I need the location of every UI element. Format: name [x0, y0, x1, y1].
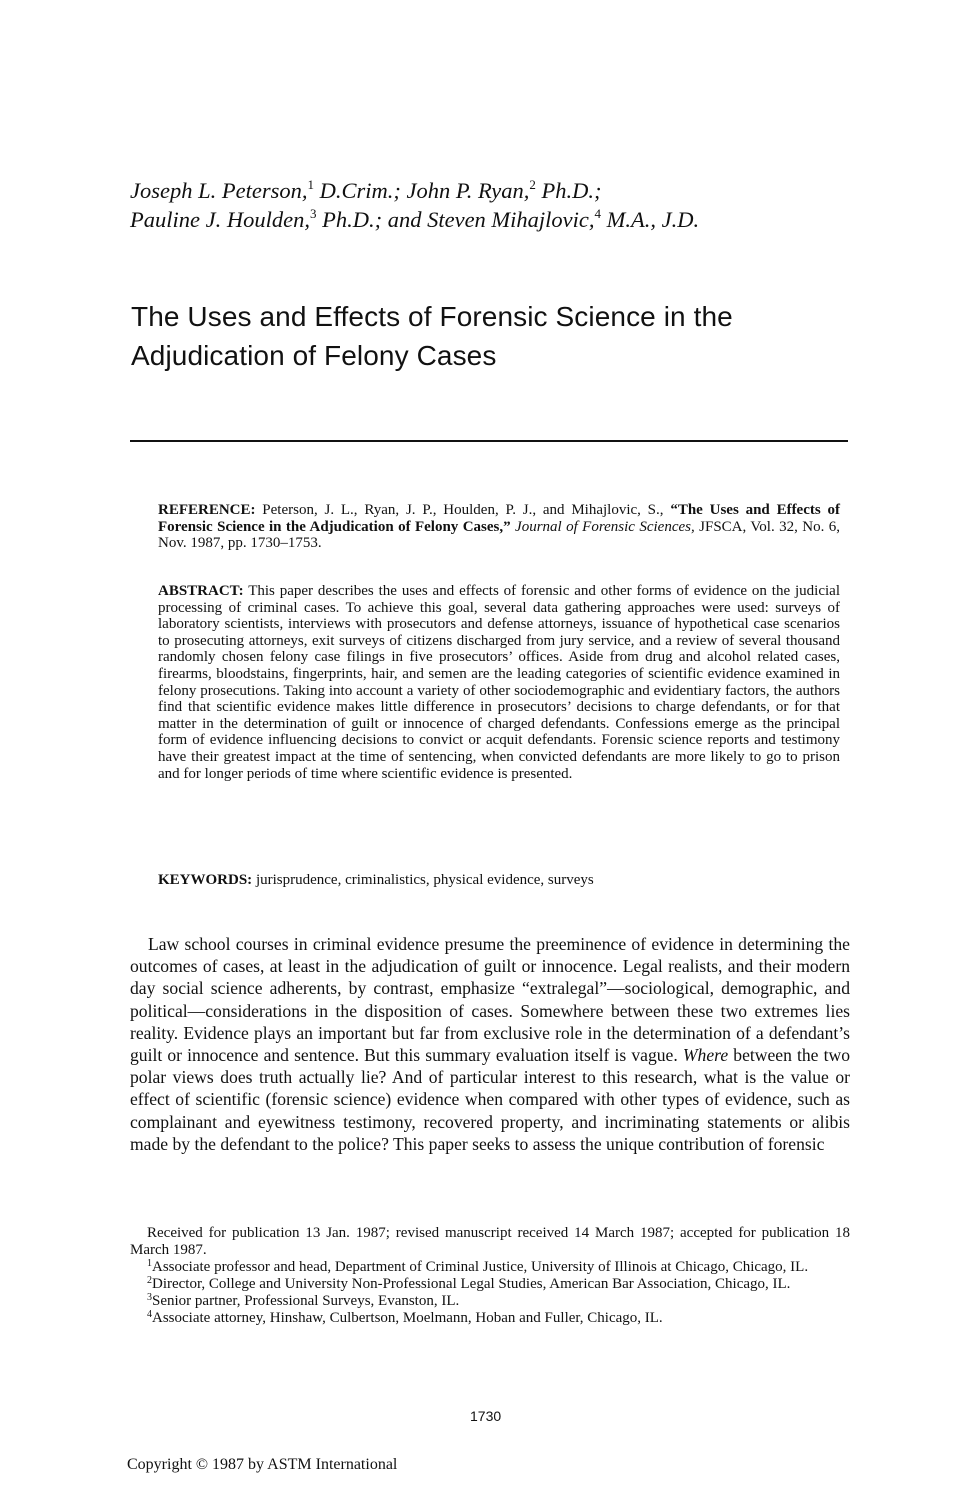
keywords-block: [158, 872, 840, 889]
body-paragraph: [130, 933, 850, 1155]
paper-title: [131, 297, 871, 375]
author-line-1: [130, 176, 890, 205]
title-line-2: Adjudication of Felony Cases: [131, 340, 497, 371]
footnote-1: [130, 1259, 850, 1276]
copyright-notice: Copyright © 1987 by ASTM International: [127, 1456, 398, 1473]
abstract-label: ABSTRACT:: [158, 583, 244, 599]
reference-title: “The Uses and Effects of Forensic Science in the Adjudication of Felony Cases,”: [158, 502, 840, 535]
footnote-marker: 2: [529, 177, 536, 192]
title-line-1: The Uses and Effects of Forensic Science in the: [131, 301, 733, 332]
reference-label: REFERENCE:: [158, 502, 256, 518]
page-number: 1730: [470, 1408, 502, 1424]
keywords-text: jurisprudence, criminalistics, physical evidence, surveys: [252, 872, 594, 888]
footnote-number: 1: [147, 1258, 152, 1269]
author-name: Pauline J. Houlden,: [130, 207, 310, 232]
author-name: John P. Ryan,: [406, 178, 530, 203]
author-name: Joseph L. Peterson,: [130, 178, 308, 203]
footnote-text: Associate attorney, Hinshaw, Culbertson, Moelmann, Hoban and Fuller, Chicago, IL.: [152, 1310, 663, 1326]
reference-journal: Journal of Forensic Sciences,: [510, 518, 695, 535]
body-emphasis: Where: [682, 1045, 729, 1066]
title-divider: [130, 440, 848, 442]
footnote-2: [130, 1276, 850, 1293]
reference-authors: Peterson, J. L., Ryan, J. P., Houlden, P. J., and Mihajlovic, S.,: [255, 502, 671, 518]
keywords-label: KEYWORDS:: [158, 872, 253, 888]
footnote-text: Director, College and University Non-Professional Legal Studies, American Bar Association, Chicago, IL.: [152, 1276, 791, 1292]
body-text-part-2: between the two polar views does truth actually lie? And of particular interest to this research, what is the value or effect of scientific (forensic science) evidence when compared with other types of evidence, such as complainant and eyewitness testimony, recovered property, and incriminating statements or alibis made by the defendant to the police? This paper seeks to assess the unique contribution of forensic: [130, 1045, 850, 1154]
footnote-number: 3: [147, 1292, 152, 1303]
author-degree: M.A., J.D.: [601, 207, 700, 232]
footnote-text: Associate professor and head, Department of Criminal Justice, University of Illinois at Chicago, Chicago, IL.: [152, 1259, 809, 1275]
abstract-block: [158, 583, 840, 782]
footnote-marker: 3: [309, 206, 317, 221]
footnote-3: [130, 1293, 850, 1310]
footnote-text: Senior partner, Professional Surveys, Evanston, IL.: [152, 1293, 460, 1309]
author-degree: Ph.D.;: [535, 178, 602, 203]
footnote-marker: 1: [307, 177, 314, 192]
author-degree: Ph.D.; and: [316, 207, 428, 232]
footnote-number: 2: [147, 1275, 152, 1286]
author-name: Steven Mihajlovic,: [427, 207, 595, 232]
received-note: Received for publication 13 Jan. 1987; revised manuscript received 14 March 1987; accepted for publication 18 March 1987.: [130, 1225, 850, 1258]
body-text-part-1: Law school courses in criminal evidence presume the preeminence of evidence in determining the outcomes of cases, at least in the adjudication of guilt or innocence. Legal realists, and their modern day social science adherents, by contrast, emphasize “extralegal”—sociological, demographic, and political—considerations in the disposition of cases. Somewhere between these two extremes lies reality. Evidence plays an important but far from exclusive role in the determination of a defendant’s guilt or innocence and sentence. But this summary evaluation itself is vague.: [130, 934, 850, 1066]
author-degree: D.Crim.;: [313, 178, 407, 203]
footnote-4: [130, 1310, 850, 1327]
reference-details: JFSCA, Vol. 32, No. 6, Nov. 1987, pp. 1730–1753.: [158, 518, 841, 551]
reference-block: [158, 502, 840, 552]
abstract-text: This paper describes the uses and effects of forensic and other forms of evidence on the judicial processing of criminal cases. To achieve this goal, several data gathering approaches were used: surveys of laboratory scientists, interviews with prosecutors and defense attorneys, issuance of hypothetical case scenarios to prosecuting attorneys, exit surveys of citizens discharged from jury service, and a review of several thousand randomly chosen felony case filings in five prosecutors’ offices. Aside from drug and alcohol related cases, firearms, bloodstains, fingerprints, hair, and semen are the leading categories of scientific evidence examined in felony prosecutions. Taking into account a variety of other sociodemographic and evidentiary factors, the authors find that scientific evidence makes little difference in prosecutors’ decisions to charge defendants, or for that matter in the determination of guilt or innocence of charged defendants. Confessions emerge as the principal form of evidence influencing decisions to convict or acquit defendants. Forensic science reports and testimony have their greatest impact at the time of sentencing, when convicted defendants are more likely to go to prison and for longer periods of time where scientific evidence is presented.: [158, 583, 840, 782]
footnote-number: 4: [147, 1309, 152, 1320]
footnote-marker: 4: [594, 206, 602, 221]
author-list: [130, 176, 890, 234]
footnotes: [130, 1225, 850, 1327]
author-line-2: [130, 205, 890, 234]
